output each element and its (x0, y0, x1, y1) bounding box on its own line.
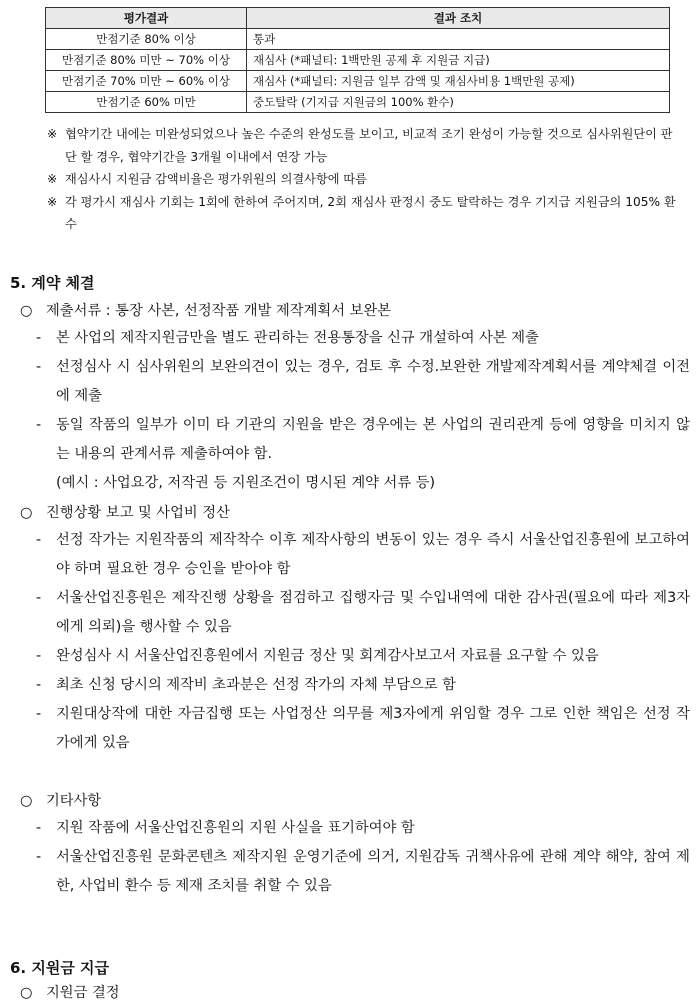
list-item (20, 526, 690, 584)
table-notes (47, 123, 677, 236)
list-item (20, 843, 690, 901)
list-item (20, 814, 690, 843)
note-text: 협약기간 내에는 미완성되었으나 높은 수준의 완성도를 보이고, 비교적 조기 완성이 가능할 것으로 심사위원단이 판단 할 경우, 협약기간을 3개월 이내에서 연장 가능 (65, 127, 673, 164)
list-item (20, 584, 690, 642)
header-action: 결과 조치 (247, 8, 670, 29)
table-header-row (46, 8, 670, 29)
action-cell: 중도탈락 (기지급 지원금의 100% 환수) (247, 92, 670, 113)
dash-mark: - (36, 820, 42, 836)
section-6-body (20, 980, 690, 1006)
list-item (20, 353, 690, 411)
list-item (20, 324, 690, 353)
action-cell: 재심사 (*패널티: 1백만원 공제 후 지원금 지급) (247, 50, 670, 71)
submit-heading (20, 298, 690, 324)
dash-mark: - (36, 532, 42, 548)
table-row (46, 29, 670, 50)
list-item-text: 서울산업진흥원 문화콘텐츠 제작지원 운영기준에 의거, 지원감독 귀책사유에 관해 계약 해약, 참여 제한, 사업비 환수 등 제재 조치를 취할 수 있음 (56, 849, 690, 894)
list-item-text: 완성심사 시 서울산업진흥원에서 지원금 정산 및 회계감사보고서 자료를 요구할 수 있음 (56, 648, 599, 664)
list-item-text: 최초 신청 당시의 제작비 초과분은 선정 작가의 자체 부담으로 함 (56, 677, 456, 693)
header-criterion: 평가결과 (46, 8, 247, 29)
list-item-text: 선정심사 시 심사위원의 보완의견이 있는 경우, 검토 후 수정.보완한 개발제작계획서를 계약체결 이전에 제출 (56, 359, 690, 404)
decision-heading-text: 지원금 결정 (46, 985, 120, 1001)
criterion-cell: 만점기준 60% 미만 (46, 92, 247, 113)
evaluation-table (45, 7, 670, 113)
circle-mark: ○ (20, 793, 33, 809)
progress-heading (20, 500, 690, 526)
note-text: 재심사시 지원금 감액비율은 평가위원의 의결사항에 따름 (65, 172, 367, 186)
list-item (20, 411, 690, 469)
progress-heading-text: 진행상황 보고 및 사업비 정산 (46, 505, 230, 521)
note-item (47, 123, 677, 168)
list-item-text: 동일 작품의 일부가 이미 타 기관의 지원을 받은 경우에는 본 사업의 권리관계 등에 영향을 미치지 않는 내용의 관계서류 제출하여야 함. (56, 417, 690, 462)
list-item-text: 본 사업의 제작지원금만을 별도 관리하는 전용통장을 신규 개설하여 사본 제출 (56, 330, 539, 346)
note-mark: ※ (47, 194, 58, 209)
list-item-text: 서울산업진흥원은 제작진행 상황을 점검하고 집행자금 및 수입내역에 대한 감사권(필요에 따라 제3자에게 의뢰)을 행사할 수 있음 (56, 590, 690, 635)
note-mark: ※ (47, 172, 58, 186)
note-mark: ※ (47, 127, 58, 141)
criterion-cell: 만점기준 80% 이상 (46, 29, 247, 50)
action-cell: 통과 (247, 29, 670, 50)
note-item (47, 191, 677, 236)
dash-mark: - (36, 359, 42, 375)
criterion-cell: 만점기준 80% 미만 ~ 70% 이상 (46, 50, 247, 71)
dash-mark: - (36, 330, 42, 346)
note-text: 각 평가시 재심사 기회는 1회에 한하여 주어지며, 2회 재심사 판정시 중도 탈락하는 경우 기지급 지원금의 105% 환수 (65, 194, 676, 231)
decision-heading (20, 980, 690, 1006)
section-5-body (20, 298, 690, 901)
list-item (20, 642, 690, 671)
other-heading (20, 788, 690, 814)
example-text: (예시 : 사업요강, 저작권 등 지원조건이 명시된 계약 서류 등) (56, 475, 436, 491)
list-item-text: 지원 작품에 서울산업진흥원의 지원 사실을 표기하여야 함 (56, 820, 415, 836)
dash-mark: - (36, 706, 42, 722)
list-item (20, 700, 690, 758)
table-row (46, 92, 670, 113)
submit-heading-text: 제출서류 : 통장 사본, 선정작품 개발 제작계획서 보완본 (46, 303, 392, 319)
circle-mark: ○ (20, 505, 33, 521)
circle-mark: ○ (20, 303, 33, 319)
dash-mark: - (36, 590, 42, 606)
list-item-text: 지원대상작에 대한 자금집행 또는 사업정산 의무를 제3자에게 위임할 경우 그로 인한 책임은 선정 작가에게 있음 (56, 706, 690, 751)
circle-mark: ○ (20, 985, 33, 1001)
table-row (46, 71, 670, 92)
list-item-text: 선정 작가는 지원작품의 제작착수 이후 제작사항의 변동이 있는 경우 즉시 서울산업진흥원에 보고하여야 하며 필요한 경우 승인을 받아야 함 (56, 532, 690, 577)
list-item (20, 671, 690, 700)
note-item (47, 168, 677, 191)
section-5-title: 5. 계약 체결 (10, 274, 95, 292)
dash-mark: - (36, 677, 42, 693)
dash-mark: - (36, 849, 42, 865)
other-heading-text: 기타사항 (46, 793, 102, 809)
dash-mark: - (36, 417, 42, 433)
criterion-cell: 만점기준 70% 미만 ~ 60% 이상 (46, 71, 247, 92)
section-6-title: 6. 지원금 지급 (10, 959, 110, 977)
dash-mark: - (36, 648, 42, 664)
table-row (46, 50, 670, 71)
action-cell: 재심사 (*패널티: 지원금 일부 감액 및 재심사비용 1백만원 공제) (247, 71, 670, 92)
